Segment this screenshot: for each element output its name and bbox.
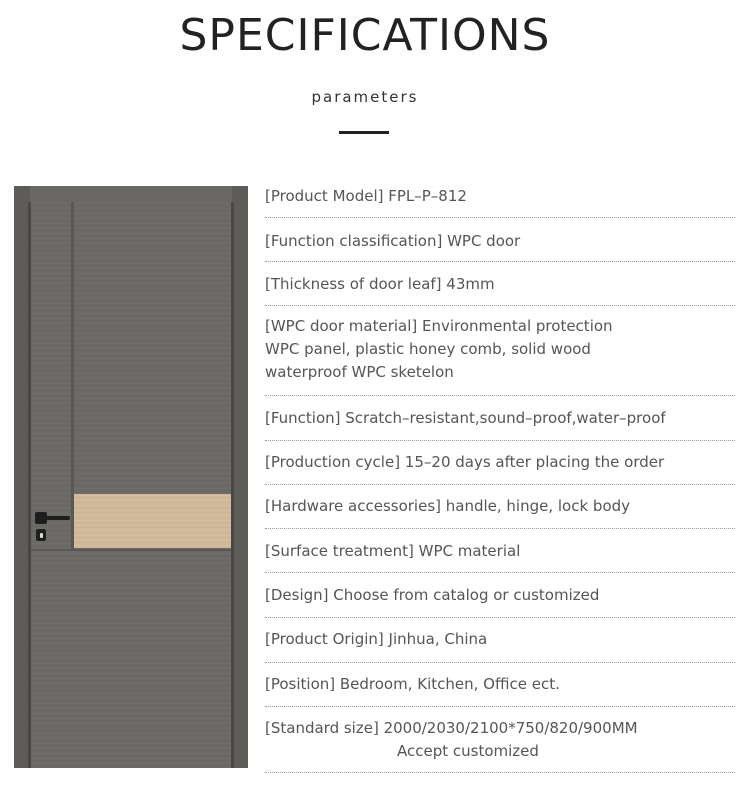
spec-text: [Hardware accessories] handle, hinge, lock body xyxy=(265,497,631,515)
spec-row-design xyxy=(265,584,735,607)
spec-divider xyxy=(265,440,735,441)
spec-divider xyxy=(265,772,735,773)
spec-divider xyxy=(265,662,735,663)
title-divider xyxy=(339,131,389,134)
door-frame-right xyxy=(232,186,248,768)
page-title: SPECIFICATIONS xyxy=(179,10,551,61)
spec-row-position xyxy=(265,673,735,696)
spec-text: waterproof WPC sketelon xyxy=(265,363,454,381)
spec-text: [WPC door material] Environmental protection xyxy=(265,317,613,335)
spec-text: [Position] Bedroom, Kitchen, Office ect. xyxy=(265,675,560,693)
door-leaf xyxy=(31,202,231,768)
spec-text: [Surface treatment] WPC material xyxy=(265,542,521,560)
spec-text: [Function] Scratch–resistant,sound–proof,water–proof xyxy=(265,409,666,427)
door-wood-strip xyxy=(74,494,231,548)
spec-row-hardware xyxy=(265,495,735,518)
spec-divider xyxy=(265,706,735,707)
spec-text: Accept customized xyxy=(397,742,539,760)
spec-divider xyxy=(265,617,735,618)
spec-text: [Function classification] WPC door xyxy=(265,232,521,250)
door-frame-shade-left xyxy=(28,202,31,768)
spec-row-thickness xyxy=(265,273,735,296)
spec-divider xyxy=(265,217,735,218)
door-frame-top xyxy=(14,186,248,202)
spec-row-production-cycle xyxy=(265,451,735,474)
spec-divider xyxy=(265,305,735,306)
spec-text: WPC panel, plastic honey comb, solid wood xyxy=(265,340,591,358)
spec-text: [Production cycle] 15–20 days after placing the order xyxy=(265,453,665,471)
spec-row-product-model xyxy=(265,185,735,208)
spec-row-standard-size xyxy=(265,717,735,763)
spec-row-product-origin xyxy=(265,628,735,651)
door-frame-shade-right xyxy=(231,202,234,768)
spec-divider xyxy=(265,528,735,529)
spec-text: [Product Origin] Jinhua, China xyxy=(265,630,488,648)
spec-divider xyxy=(265,484,735,485)
door-image xyxy=(14,186,248,768)
door-groove-horizontal xyxy=(31,549,231,551)
spec-text: [Product Model] FPL–P–812 xyxy=(265,187,467,205)
spec-text: [Standard size] 2000/2030/2100*750/820/900MM xyxy=(265,719,638,737)
spec-divider xyxy=(265,261,735,262)
spec-text: [Design] Choose from catalog or customized xyxy=(265,586,600,604)
page-subtitle: parameters xyxy=(311,88,419,106)
spec-row-function-classification xyxy=(265,230,735,253)
door-keyhole xyxy=(40,533,43,538)
door-handle-lever xyxy=(40,516,70,520)
spec-text: [Thickness of door leaf] 43mm xyxy=(265,275,495,293)
spec-row-function xyxy=(265,407,735,430)
spec-divider xyxy=(265,572,735,573)
spec-row-surface-treatment xyxy=(265,540,735,563)
spec-divider xyxy=(265,395,735,396)
spec-row-material xyxy=(265,315,735,384)
